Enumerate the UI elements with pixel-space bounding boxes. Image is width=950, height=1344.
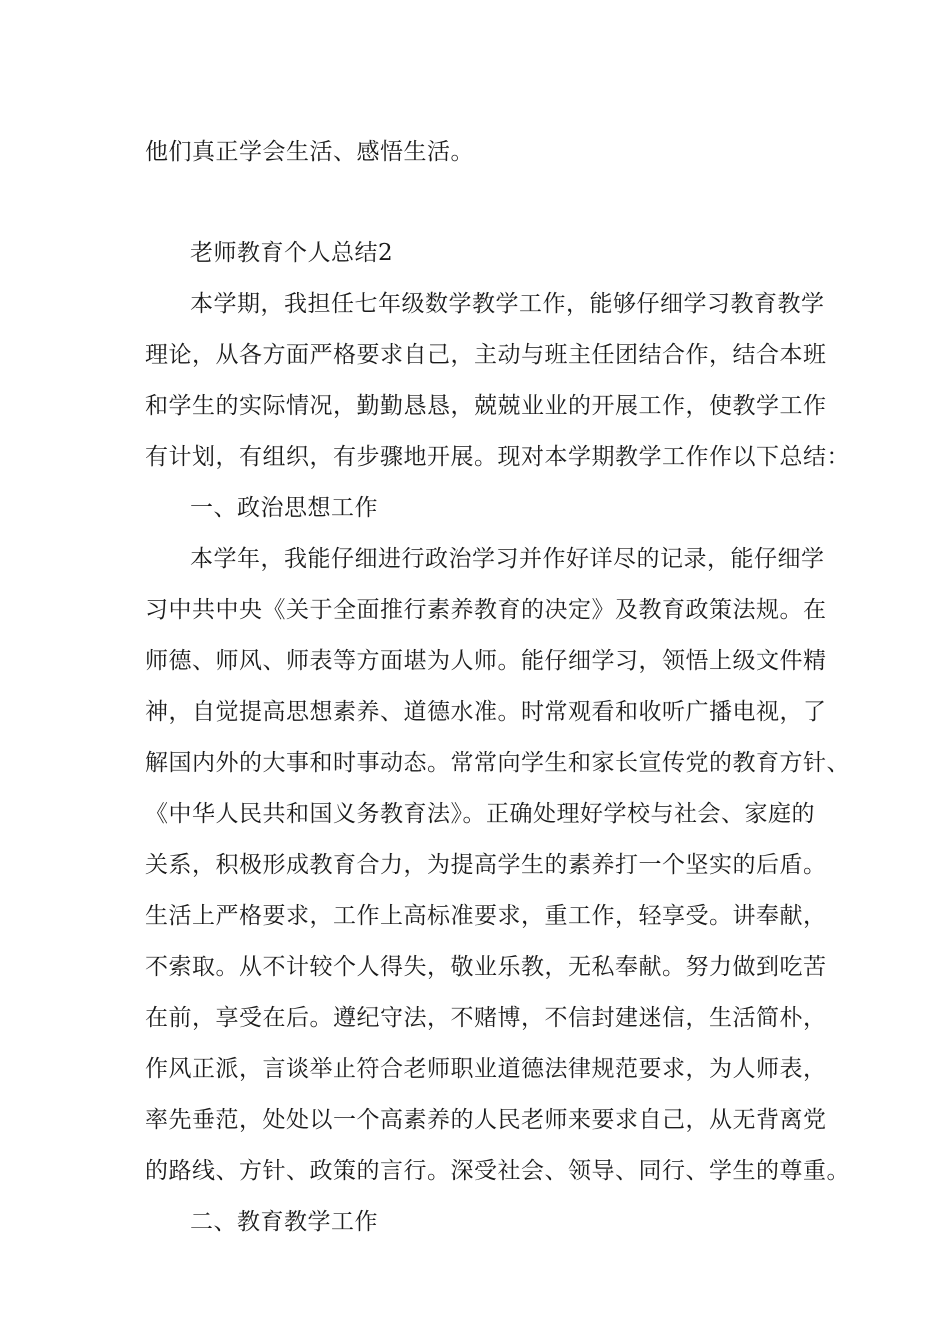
section-title: 老师教育个人总结2 (190, 240, 394, 266)
paragraph-line: 师德、师风、师表等方面堪为人师。能仔细学习，领悟上级文件精 (145, 648, 827, 674)
paragraph-line: 有计划，有组织，有步骤地开展。现对本学期教学工作作以下总结： (145, 444, 850, 470)
paragraph-line: 《中华人民共和国义务教育法》。正确处理好学校与社会、家庭的 (145, 801, 815, 827)
paragraph-line: 和学生的实际情况，勤勤恳恳，兢兢业业的开展工作，使教学工作 (145, 393, 827, 419)
subheading: 一、政治思想工作 (190, 495, 378, 521)
paragraph-line: 率先垂范，处处以一个高素养的人民老师来要求自己，从无背离党 (145, 1107, 827, 1133)
paragraph-line: 不索取。从不计较个人得失，敬业乐教，无私奉献。努力做到吃苦 (145, 954, 827, 980)
paragraph-line: 本学期，我担任七年级数学教学工作，能够仔细学习教育教学 (190, 291, 825, 317)
paragraph-line: 关系，积极形成教育合力，为提高学生的素养打一个坚实的后盾。 (145, 852, 827, 878)
paragraph-line: 的路线、方针、政策的言行。深受社会、领导、同行、学生的尊重。 (145, 1158, 850, 1184)
paragraph-line: 解国内外的大事和时事动态。常常向学生和家长宣传党的教育方针、 (145, 750, 850, 776)
subheading: 二、教育教学工作 (190, 1209, 378, 1235)
paragraph-line: 习中共中央《关于全面推行素养教育的决定》及教育政策法规。在 (145, 597, 827, 623)
paragraph-line: 生活上严格要求，工作上高标准要求，重工作，轻享受。讲奉献， (145, 903, 827, 929)
paragraph-line: 在前，享受在后。遵纪守法，不赌博，不信封建迷信，生活简朴， (145, 1005, 827, 1031)
paragraph-line: 理论，从各方面严格要求自己，主动与班主任团结合作，结合本班 (145, 342, 827, 368)
paragraph-line: 神，自觉提高思想素养、道德水准。时常观看和收听广播电视，了 (145, 699, 827, 725)
paragraph-tail: 他们真正学会生活、感悟生活。 (145, 139, 474, 165)
paragraph-line: 本学年，我能仔细进行政治学习并作好详尽的记录，能仔细学 (190, 546, 825, 572)
paragraph-line: 作风正派，言谈举止符合老师职业道德法律规范要求，为人师表， (145, 1056, 827, 1082)
